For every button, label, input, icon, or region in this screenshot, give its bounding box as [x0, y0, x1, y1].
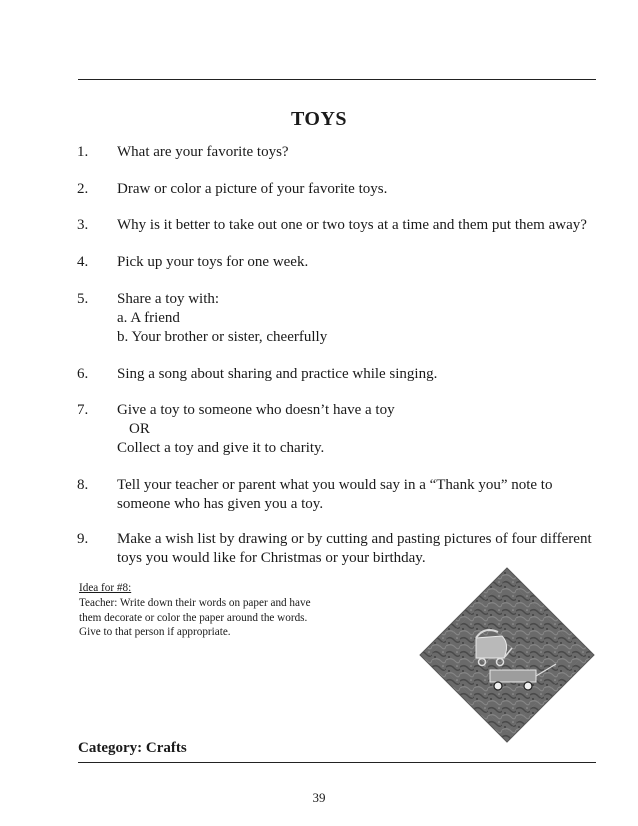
idea-line: Give to that person if appropriate.: [79, 626, 231, 639]
item-number: 9.: [77, 531, 89, 547]
idea-note: [79, 581, 349, 640]
item-text: [117, 290, 597, 347]
toy-illustration: [418, 566, 596, 744]
item-text: [117, 365, 597, 384]
item-number: 8.: [77, 477, 89, 493]
item-text: [117, 180, 597, 199]
bottom-rule: [78, 762, 596, 763]
item-subline: b. Your brother or sister, cheerfully: [117, 329, 328, 345]
page-number: 39: [312, 790, 326, 805]
item-number: 7.: [77, 402, 89, 418]
top-rule: [78, 79, 596, 80]
item-line: Tell your teacher or parent what you would say in a “Thank you” note to: [117, 477, 553, 493]
item-number: 5.: [77, 291, 89, 307]
item-line: Collect a toy and give it to charity.: [117, 440, 325, 456]
item-text: [117, 401, 597, 458]
idea-line: Teacher: Write down their words on paper and have: [79, 596, 311, 609]
item-line: Make a wish list by drawing or by cutting and pasting pictures of four different: [117, 531, 592, 547]
page-title: TOYS: [290, 108, 348, 130]
item-text: [117, 476, 597, 514]
item-line: Give a toy to someone who doesn’t have a toy: [117, 402, 395, 418]
idea-line: them decorate or color the paper around the words.: [79, 611, 308, 624]
item-line: Sing a song about sharing and practice while singing.: [117, 366, 438, 382]
idea-heading: Idea for #8:: [79, 582, 132, 594]
item-text: [117, 530, 597, 568]
category-label: Category: Crafts: [78, 740, 187, 756]
item-line: someone who has given you a toy.: [117, 496, 324, 512]
item-subline: a. A friend: [117, 310, 180, 326]
item-number: 1.: [77, 144, 89, 160]
item-line: toys you would like for Christmas or your birthday.: [117, 550, 426, 566]
item-number: 2.: [77, 181, 89, 197]
item-line: Share a toy with:: [117, 291, 220, 307]
item-line: Pick up your toys for one week.: [117, 254, 309, 270]
item-number: 4.: [77, 254, 89, 270]
item-text: [117, 143, 597, 162]
item-text: [117, 253, 597, 272]
item-or: OR: [129, 421, 150, 437]
item-line: Why is it better to take out one or two toys at a time and them put them away?: [117, 217, 587, 233]
item-line: Draw or color a picture of your favorite toys.: [117, 181, 388, 197]
item-number: 3.: [77, 217, 89, 233]
item-number: 6.: [77, 366, 89, 382]
item-line: What are your favorite toys?: [117, 144, 289, 160]
item-text: [117, 216, 597, 235]
